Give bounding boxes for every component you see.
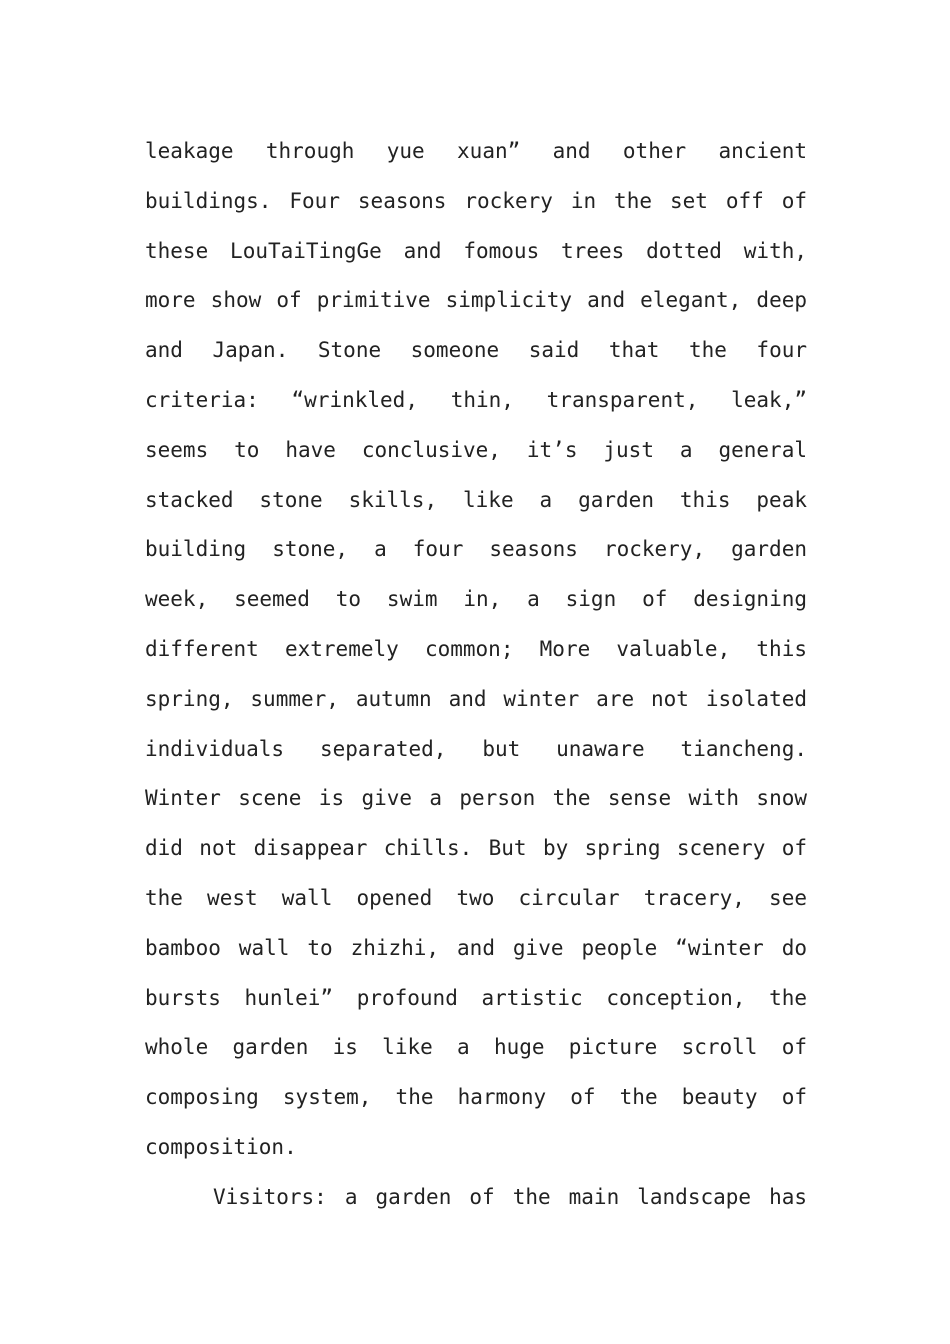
text-line: buildings. Four seasons rockery in the set off of: [145, 188, 807, 213]
text-line: composing system, the harmony of the beauty of: [145, 1085, 807, 1110]
paragraph-2: [145, 1177, 807, 1227]
text-line: bamboo wall to zhizhi, and give people “winter do: [145, 935, 807, 960]
text-line: week, seemed to swim in, a sign of designing: [145, 587, 807, 612]
text-line: individuals separated, but unaware tiancheng.: [145, 736, 807, 761]
text-line: and Japan. Stone someone said that the four: [145, 338, 807, 363]
text-line: composition.: [145, 1134, 297, 1159]
text-line: whole garden is like a huge picture scroll of: [145, 1035, 807, 1060]
text-line: the west wall opened two circular tracery, see: [145, 885, 807, 910]
body-text: [145, 131, 807, 1227]
text-line: more show of primitive simplicity and elegant, deep: [145, 288, 807, 313]
text-line: Winter scene is give a person the sense with snow: [145, 786, 807, 811]
text-line: Visitors: a garden of the main landscape has: [213, 1184, 807, 1209]
text-line: stacked stone skills, like a garden this peak: [145, 487, 807, 512]
text-line: seems to have conclusive, it’s just a general: [145, 437, 807, 462]
paragraph-1: [145, 131, 807, 1177]
text-line: did not disappear chills. But by spring scenery of: [145, 836, 807, 861]
text-line: building stone, a four seasons rockery, garden: [145, 537, 807, 562]
text-line: these LouTaiTingGe and fomous trees dotted with,: [145, 238, 807, 263]
text-line: leakage through yue xuan” and other ancient: [145, 139, 807, 163]
text-line: different extremely common; More valuable, this: [145, 636, 807, 661]
text-line: criteria: “wrinkled, thin, transparent, leak,”: [145, 387, 807, 412]
text-line: spring, summer, autumn and winter are not isolated: [145, 686, 807, 711]
text-line: bursts hunlei” profound artistic conception, the: [145, 985, 807, 1010]
